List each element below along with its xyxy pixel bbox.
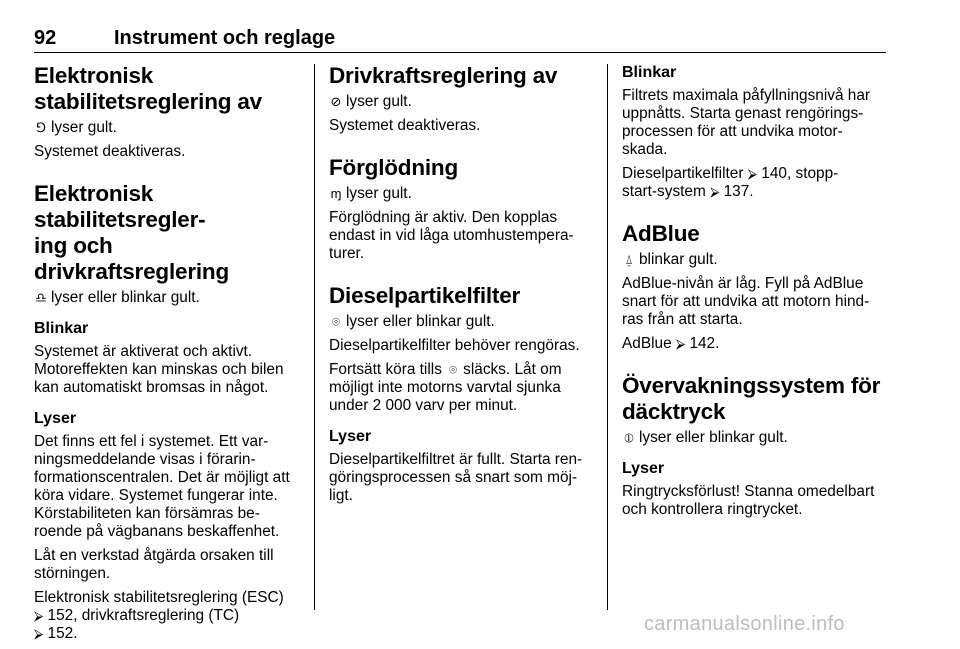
column-divider	[314, 64, 315, 610]
blinkar-text: Systemet är aktiverat och aktivt. Motoreffekten kan minskas och bilen kan automatiskt bromsas in något.	[34, 343, 284, 396]
adblue-status: ⍙ blinkar gult.	[622, 251, 890, 269]
ref-arrow-icon: ⮚	[747, 166, 757, 181]
blinkar-heading: Blinkar	[622, 64, 677, 81]
lyser-text: Det finns ett fel i systemet. Ett var- ningsmeddelande visas i förarin- formationscentralen. Det är möjligt att köra vidare. Systemet fungerar inte. Körstabiliteten kan försämras be- roende på vägbanans beskaffenhet.	[34, 433, 290, 540]
blinkar-text: Filtrets maximala påfyllningsnivå har uppnåtts. Starta genast rengörings- processen för att undvika motor- skada.	[622, 87, 871, 158]
tpms-icon: ⦶	[624, 430, 634, 445]
page-title: Instrument och reglage	[114, 27, 336, 49]
preheat-desc: Förglödning är aktiv. Den kopplas endast in vid låga utomhustempera- turer.	[329, 209, 574, 262]
ref-arrow-icon: ⮚	[675, 336, 686, 351]
tpms-status: ⦶ lyser eller blinkar gult.	[622, 429, 890, 447]
blinkar-heading: Blinkar	[34, 320, 89, 337]
tc-off-icon: ⊘	[330, 94, 342, 109]
dpf-status: ⌾ lyser eller blinkar gult.	[329, 313, 597, 331]
tc-off-heading: Drivkraftsreglering av	[329, 63, 558, 88]
watermark: carmanualsonline.info	[644, 613, 845, 635]
esc-off-desc: Systemet deaktiveras.	[34, 143, 186, 160]
reference-text: Elektronisk stabilitetsreglering (ESC) ⮚ 152, drivkraftsreglering (TC) ⮚ 152.	[34, 589, 284, 642]
column-2	[329, 63, 597, 511]
preheat-icon: ɱ	[330, 186, 342, 201]
page-number: 92	[34, 27, 57, 49]
lyser-text: Dieselpartikelfiltret är fullt. Starta ren- göringsprocessen så snart som möj- ligt.	[329, 451, 583, 504]
lyser-heading: Lyser	[329, 428, 372, 445]
ref-arrow-icon: ⮚	[710, 184, 720, 199]
dpf-desc: Dieselpartikelfilter behöver rengöras.	[329, 337, 580, 354]
column-3	[622, 63, 890, 525]
adblue-heading: AdBlue	[622, 221, 700, 246]
esc-tc-heading: Elektronisk stabilitetsregler- ing och drivkraftsreglering	[34, 181, 230, 284]
preheat-heading: Förglödning	[329, 155, 459, 180]
adblue-reference: AdBlue ⮚ 142.	[622, 335, 720, 352]
dpf-icon: ⌾	[449, 362, 458, 377]
workshop-text: Låt en verkstad åtgärda orsaken till störningen.	[34, 547, 274, 582]
dpf-continue: Fortsätt köra tills ⌾ släcks. Låt om möjligt inte motorns varvtal sjunka under 2 000 varv per minut.	[329, 361, 562, 414]
ref-arrow-icon: ⮚	[34, 626, 44, 641]
esc-off-icon: ⅁	[35, 120, 47, 135]
esc-off-heading: Elektronisk stabilitetsreglering av	[34, 63, 262, 114]
adblue-desc: AdBlue-nivån är låg. Fyll på AdBlue snart för att undvika att motorn hind- ras från att starta.	[622, 275, 870, 328]
reference-text: Dieselpartikelfilter ⮚ 140, stopp- start-system ⮚ 137.	[622, 165, 839, 200]
lyser-heading: Lyser	[622, 460, 665, 477]
dpf-icon: ⌾	[332, 314, 340, 329]
preheat-status: ɱ lyser gult.	[330, 185, 412, 202]
column-1	[34, 63, 302, 649]
ref-arrow-icon: ⮚	[34, 608, 44, 623]
esc-off-status: ⅁ lyser gult.	[35, 119, 117, 136]
adblue-icon: ⍙	[625, 252, 633, 267]
tc-off-desc: Systemet deaktiveras.	[329, 117, 481, 134]
dpf-heading: Dieselpartikelfilter	[329, 283, 521, 308]
esc-tc-status: ♎ lyser eller blinkar gult.	[35, 289, 200, 306]
lyser-text: Ringtrycksförlust! Stanna omedelbart och kontrollera ringtrycket.	[622, 483, 875, 518]
page-header	[34, 26, 886, 53]
esc-tc-icon: ♎	[35, 290, 47, 305]
column-divider	[607, 64, 608, 610]
tpms-heading: Övervakningssystem för däcktryck	[622, 373, 881, 424]
tc-off-status: ⊘ lyser gult.	[330, 93, 412, 110]
lyser-heading: Lyser	[34, 410, 77, 427]
